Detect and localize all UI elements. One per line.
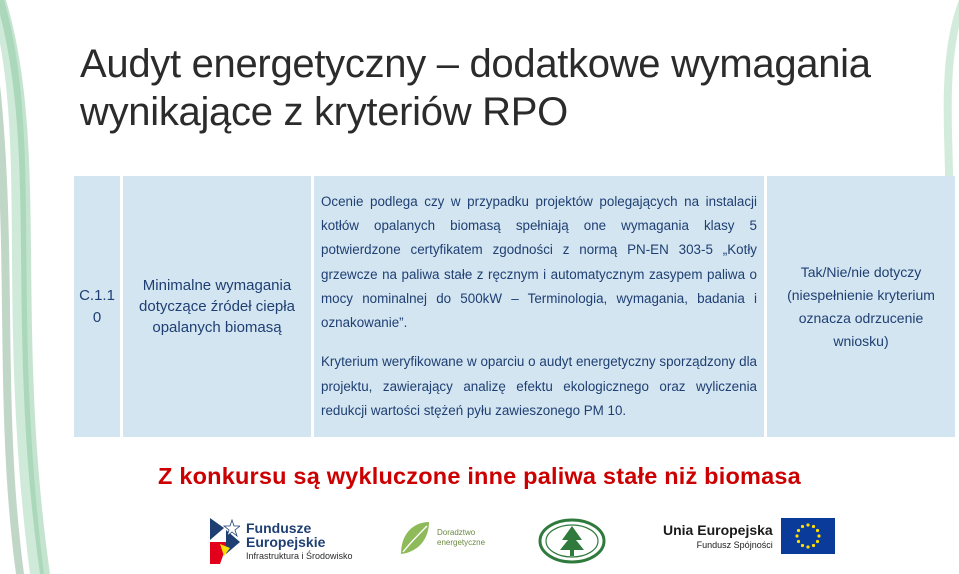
unia-line-1: Unia Europejska — [663, 521, 773, 538]
slide-title-line-2: wynikające z kryteriów RPO — [80, 90, 568, 134]
fundusze-line-2: Europejskie — [246, 533, 326, 550]
doradztwo-text — [437, 528, 485, 548]
doradztwo-line-1: Doradztwo — [437, 528, 476, 537]
criterion-table — [74, 176, 955, 437]
criterion-name: Minimalne wymagania dotyczące źródeł ciepła opalanych biomasą — [139, 277, 295, 336]
unia-line-2: Fundusz Spójności — [696, 539, 773, 550]
tree-emblem-icon — [538, 518, 606, 564]
doradztwo-leaf-icon — [397, 518, 433, 558]
criterion-description-paragraph-2: Kryterium weryfikowane w oparciu o audyt energetyczny sporządzony dla projektu, zawierający analizę efektu ekologicznego oraz wyliczenia redukcji wartości stężeń pyłu zawieszonego PM 10. — [321, 354, 757, 419]
slide-title — [80, 40, 940, 136]
fundusze-line-1: Fundusze — [246, 519, 312, 536]
unia-europejska-text — [663, 522, 773, 551]
criterion-code: C.1.1 0 — [79, 286, 115, 326]
criterion-evaluation: Tak/Nie/nie dotyczy (niespełnienie kryterium oznacza odrzucenie wniosku) — [787, 263, 935, 349]
logo-green-emblem — [538, 518, 606, 564]
slide-title-line-1: Audyt energetyczny – dodatkowe wymagania — [80, 42, 871, 86]
logo-unia-europejska — [663, 518, 835, 554]
criterion-evaluation-cell — [767, 176, 955, 437]
fundusze-europejskie-text — [246, 521, 353, 562]
logo-doradztwo-energetyczne — [397, 518, 485, 558]
criterion-description-paragraph-1: Ocenie podlega czy w przypadku projektów polegających na instalacji kotłów opalanych biomasą spełniają one wymagania klasy 5 potwierdzone certyfikatem zgodności z normą PN-EN 303-5 „Kotły grzewcze na paliwa stałe z ręcznym i automatycznym zasypem paliwa o mocy nominalnej do 500kW – Terminologia, wymagania, badania i oznakowanie”. — [321, 193, 757, 331]
eu-flag-icon — [781, 518, 835, 554]
fundusze-line-3: Infrastruktura i Środowisko — [246, 550, 353, 561]
logo-fundusze-europejskie — [210, 518, 353, 564]
criterion-description-cell — [314, 176, 764, 437]
criterion-code-cell — [74, 176, 120, 437]
fundusze-europejskie-icon — [210, 518, 240, 564]
criterion-name-cell — [123, 176, 311, 437]
exclusion-note: Z konkursu są wykluczone inne paliwa stałe niż biomasa — [158, 463, 801, 489]
logo-bar — [0, 512, 959, 574]
doradztwo-line-2: energetyczne — [437, 538, 486, 547]
